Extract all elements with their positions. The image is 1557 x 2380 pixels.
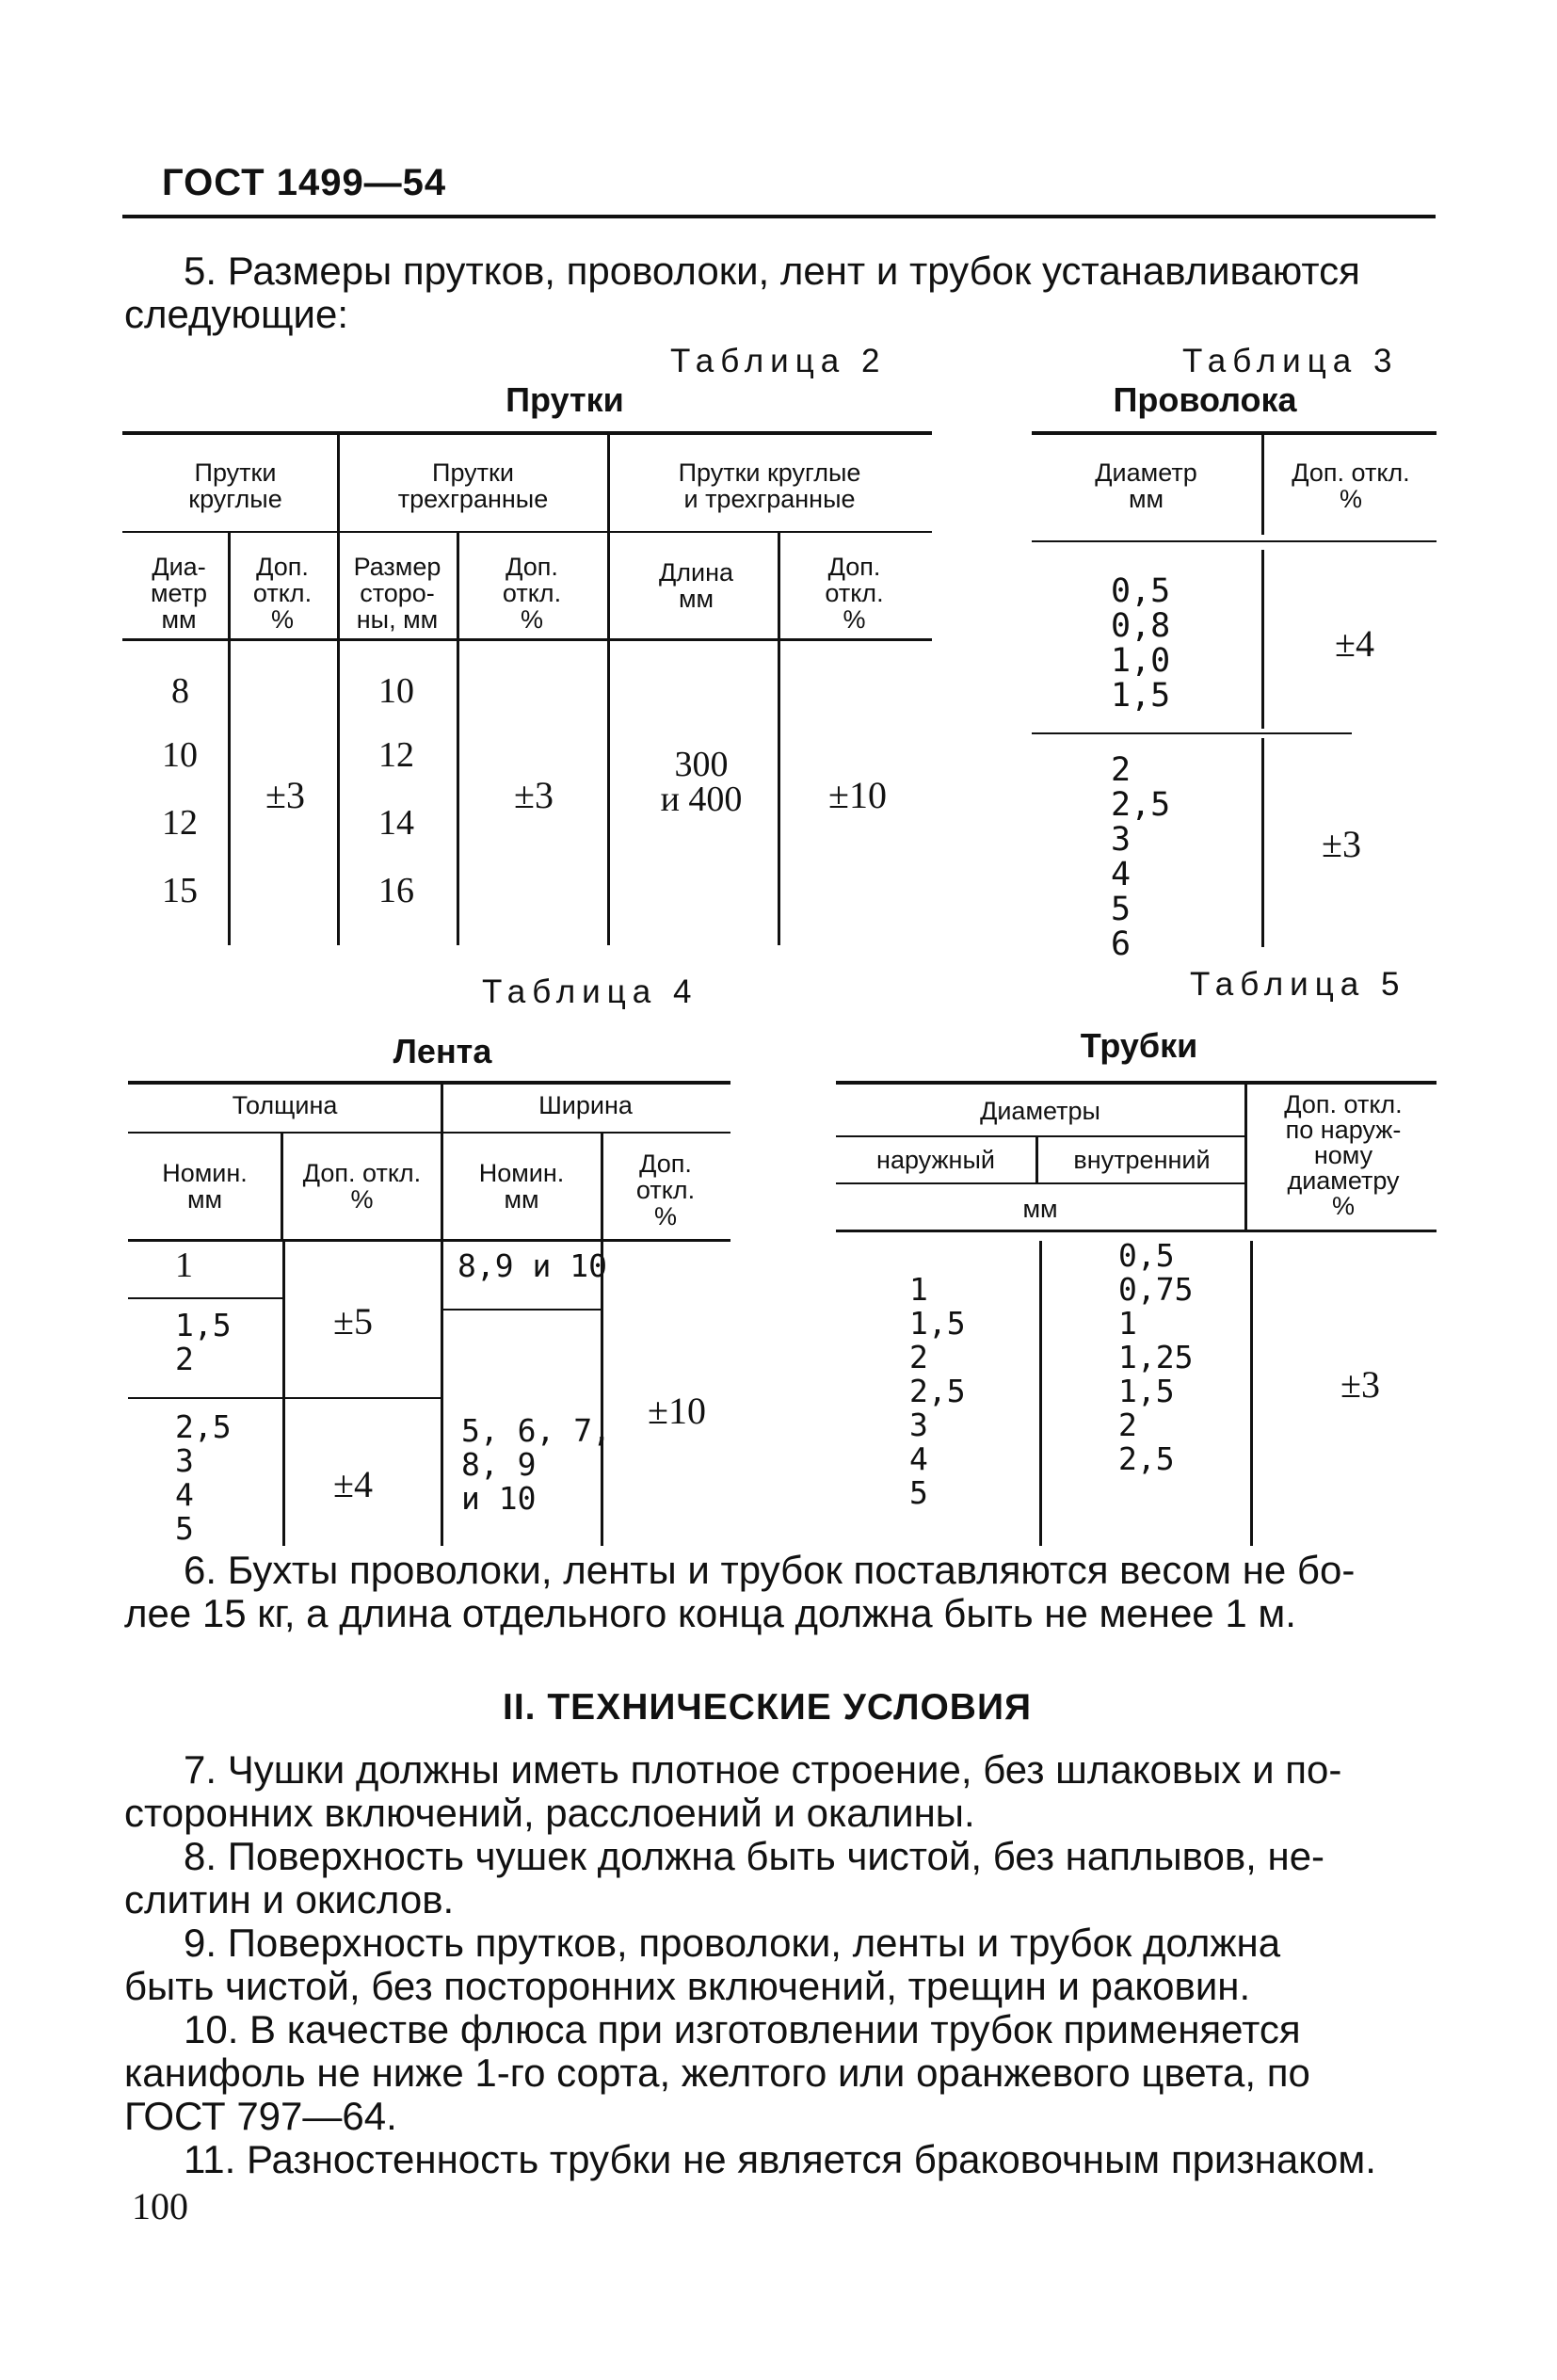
table-2-vline xyxy=(337,435,340,945)
table-2-sub-side: Размер сторо- ны, мм xyxy=(353,553,441,634)
table-4-thick-tol-1: ±5 xyxy=(333,1300,373,1343)
table-2-length-tol: ±10 xyxy=(828,774,887,816)
table-3-group2-tol: ±3 xyxy=(1322,823,1361,865)
table-4-thick-3: 2,5 3 4 5 xyxy=(175,1408,232,1547)
table-3-header-diameter: Диаметр мм xyxy=(1095,458,1197,513)
table-4-width-1: 8,9 и 10 xyxy=(457,1247,607,1284)
para-6-line-2: лее 15 кг, а длина отдельного конца должна быть не менее 1 м. xyxy=(124,1591,1296,1635)
table-4-caption: Таблица 4 xyxy=(482,973,698,1010)
table-4-width-tol: ±10 xyxy=(648,1390,706,1432)
table-3-group1-diameters: 0,5 0,8 1,0 1,5 xyxy=(1111,572,1171,715)
table-2-round-d: 15 xyxy=(162,871,198,910)
table-3-group2-diameters: 2 2,5 3 4 5 6 xyxy=(1111,751,1171,963)
table-2-group-round: Прутки круглые xyxy=(188,458,282,513)
table-2-sub-tol3: Доп. откл. % xyxy=(825,553,884,634)
table-4-body-rule xyxy=(128,1239,730,1242)
table-5-header-unit: мм xyxy=(1022,1195,1058,1223)
table-2-round-d: 10 xyxy=(162,735,198,775)
table-2-tri-side: 12 xyxy=(378,735,414,775)
table-2-length: 300 и 400 xyxy=(660,745,743,819)
table-5-vline xyxy=(1244,1085,1247,1230)
table-2-vline xyxy=(228,533,231,945)
table-5-head-rule xyxy=(836,1182,1246,1184)
table-5-head-rule xyxy=(836,1135,1246,1137)
table-4-group-width: Ширина xyxy=(538,1091,633,1119)
table-3-top-rule xyxy=(1032,431,1437,435)
table-4-width-2: 5, 6, 7, 8, 9 и 10 xyxy=(461,1412,611,1517)
para-11: 11. Разностенность трубки не является браковочным признаком. xyxy=(184,2137,1376,2181)
table-5-header-inner: внутренний xyxy=(1073,1146,1211,1174)
table-3-vline xyxy=(1261,550,1264,729)
table-2-caption: Таблица 2 xyxy=(670,343,887,379)
para-7-line-2: сторонних включений, расслоений и окалины. xyxy=(124,1791,975,1835)
table-2-tri-tol: ±3 xyxy=(514,774,554,816)
para-8-line-2: слитин и окислов. xyxy=(124,1877,455,1922)
table-4-sub-width-nom: Номин. мм xyxy=(478,1159,565,1214)
table-5-outer: 1 1,5 2 2,5 3 4 5 xyxy=(909,1271,966,1511)
table-4-title: Лента xyxy=(393,1032,492,1070)
table-3-head-rule xyxy=(1032,540,1437,542)
header-rule xyxy=(122,215,1436,218)
table-5-title: Трубки xyxy=(1080,1026,1198,1065)
table-2-title: Прутки xyxy=(506,380,624,419)
table-4-thick-2: 1,5 2 xyxy=(175,1307,232,1377)
table-2-vline xyxy=(457,533,459,945)
table-2-round-d: 8 xyxy=(171,671,189,711)
table-3-vline xyxy=(1261,435,1264,535)
table-4-thick-tol-2: ±4 xyxy=(333,1463,373,1505)
table-4-thick-1: 1 xyxy=(175,1246,193,1285)
table-3-header-tol: Доп. откл. % xyxy=(1292,458,1410,513)
table-4-sub-width-tol: Доп. откл. % xyxy=(635,1150,696,1230)
table-4-row-rule xyxy=(128,1397,441,1399)
table-4-vline xyxy=(281,1134,283,1239)
table-5-vline xyxy=(1035,1137,1038,1182)
table-4-sub-thick-nom: Номин. мм xyxy=(162,1159,248,1214)
table-2-tri-side: 10 xyxy=(378,671,414,711)
table-2-mid-rule xyxy=(122,531,932,533)
table-5-vline xyxy=(1250,1241,1253,1546)
table-5-vline xyxy=(1039,1241,1042,1546)
table-5-body-rule xyxy=(836,1230,1437,1232)
table-4-top-rule xyxy=(128,1081,730,1085)
table-4-vline xyxy=(282,1242,285,1546)
table-4-mid-rule xyxy=(128,1132,730,1134)
section-heading: II. ТЕХНИЧЕСКИЕ УСЛОВИЯ xyxy=(503,1687,1033,1728)
table-2-tri-side: 16 xyxy=(378,871,414,910)
table-2-vline xyxy=(778,533,780,945)
table-5-header-diameters: Диаметры xyxy=(980,1097,1100,1125)
para-9-line-1: 9. Поверхность прутков, проволоки, ленты и трубок должна xyxy=(184,1921,1281,1965)
table-3-group-rule xyxy=(1032,732,1352,734)
table-5-caption: Таблица 5 xyxy=(1190,966,1406,1003)
table-3-vline xyxy=(1261,738,1264,947)
para-10-line-2: канифоль не ниже 1-го сорта, желтого или оранжевого цвета, по xyxy=(124,2050,1310,2095)
para-10-line-1: 10. В качестве флюса при изготовлении трубок применяется xyxy=(184,2007,1301,2051)
table-2-sub-tol2: Доп. откл. % xyxy=(502,553,562,634)
para-10-line-3: ГОСТ 797—64. xyxy=(124,2094,397,2138)
para-7-line-1: 7. Чушки должны иметь плотное строение, без шлаковых и по- xyxy=(184,1747,1342,1792)
table-4-vline xyxy=(441,1085,443,1546)
page-number: 100 xyxy=(132,2185,188,2227)
table-5-top-rule xyxy=(836,1081,1437,1085)
table-2-vline xyxy=(607,435,610,945)
table-4-group-thickness: Толщина xyxy=(232,1091,338,1119)
table-5-header-outer: наружный xyxy=(876,1146,995,1174)
table-5-tolerance: ±3 xyxy=(1340,1363,1380,1406)
table-4-sub-thick-tol: Доп. откл. % xyxy=(302,1159,422,1214)
para-6-line-1: 6. Бухты проволоки, ленты и трубок поставляются весом не бо- xyxy=(184,1548,1356,1592)
para-8-line-1: 8. Поверхность чушек должна быть чистой, без наплывов, не- xyxy=(184,1834,1325,1878)
table-2-group-tri: Прутки трехгранные xyxy=(397,458,549,513)
table-2-sub-length: Длина мм xyxy=(658,558,734,613)
document-header: ГОСТ 1499—54 xyxy=(162,162,447,203)
table-2-body-rule xyxy=(122,638,932,641)
table-2-tri-side: 14 xyxy=(378,803,414,843)
table-3-group1-tol: ±4 xyxy=(1335,622,1374,665)
table-2-sub-diameter: Диа- метр мм xyxy=(150,553,208,634)
table-4-row-rule xyxy=(441,1309,601,1311)
para-9-line-2: быть чистой, без посторонних включений, трещин и раковин. xyxy=(124,1964,1251,2008)
table-4-row-rule xyxy=(128,1297,283,1299)
table-3-title: Проволока xyxy=(1113,380,1297,419)
intro-line-2: следующие: xyxy=(124,292,348,336)
table-2-round-d: 12 xyxy=(162,803,198,843)
table-2-sub-tol1: Доп. откл. % xyxy=(252,553,313,634)
table-5-header-tol: Доп. откл. по наруж- ному диаметру % xyxy=(1284,1090,1403,1220)
intro-line-1: 5. Размеры прутков, проволоки, лент и трубок устанавливаются xyxy=(184,249,1360,293)
table-2-group-both: Прутки круглые и трехгранные xyxy=(678,458,861,513)
table-2-round-tol: ±3 xyxy=(265,774,305,816)
table-3-caption: Таблица 3 xyxy=(1182,343,1399,379)
table-2-top-rule xyxy=(122,431,932,435)
table-5-inner: 0,5 0,75 1 1,25 1,5 2 2,5 xyxy=(1118,1237,1194,1477)
